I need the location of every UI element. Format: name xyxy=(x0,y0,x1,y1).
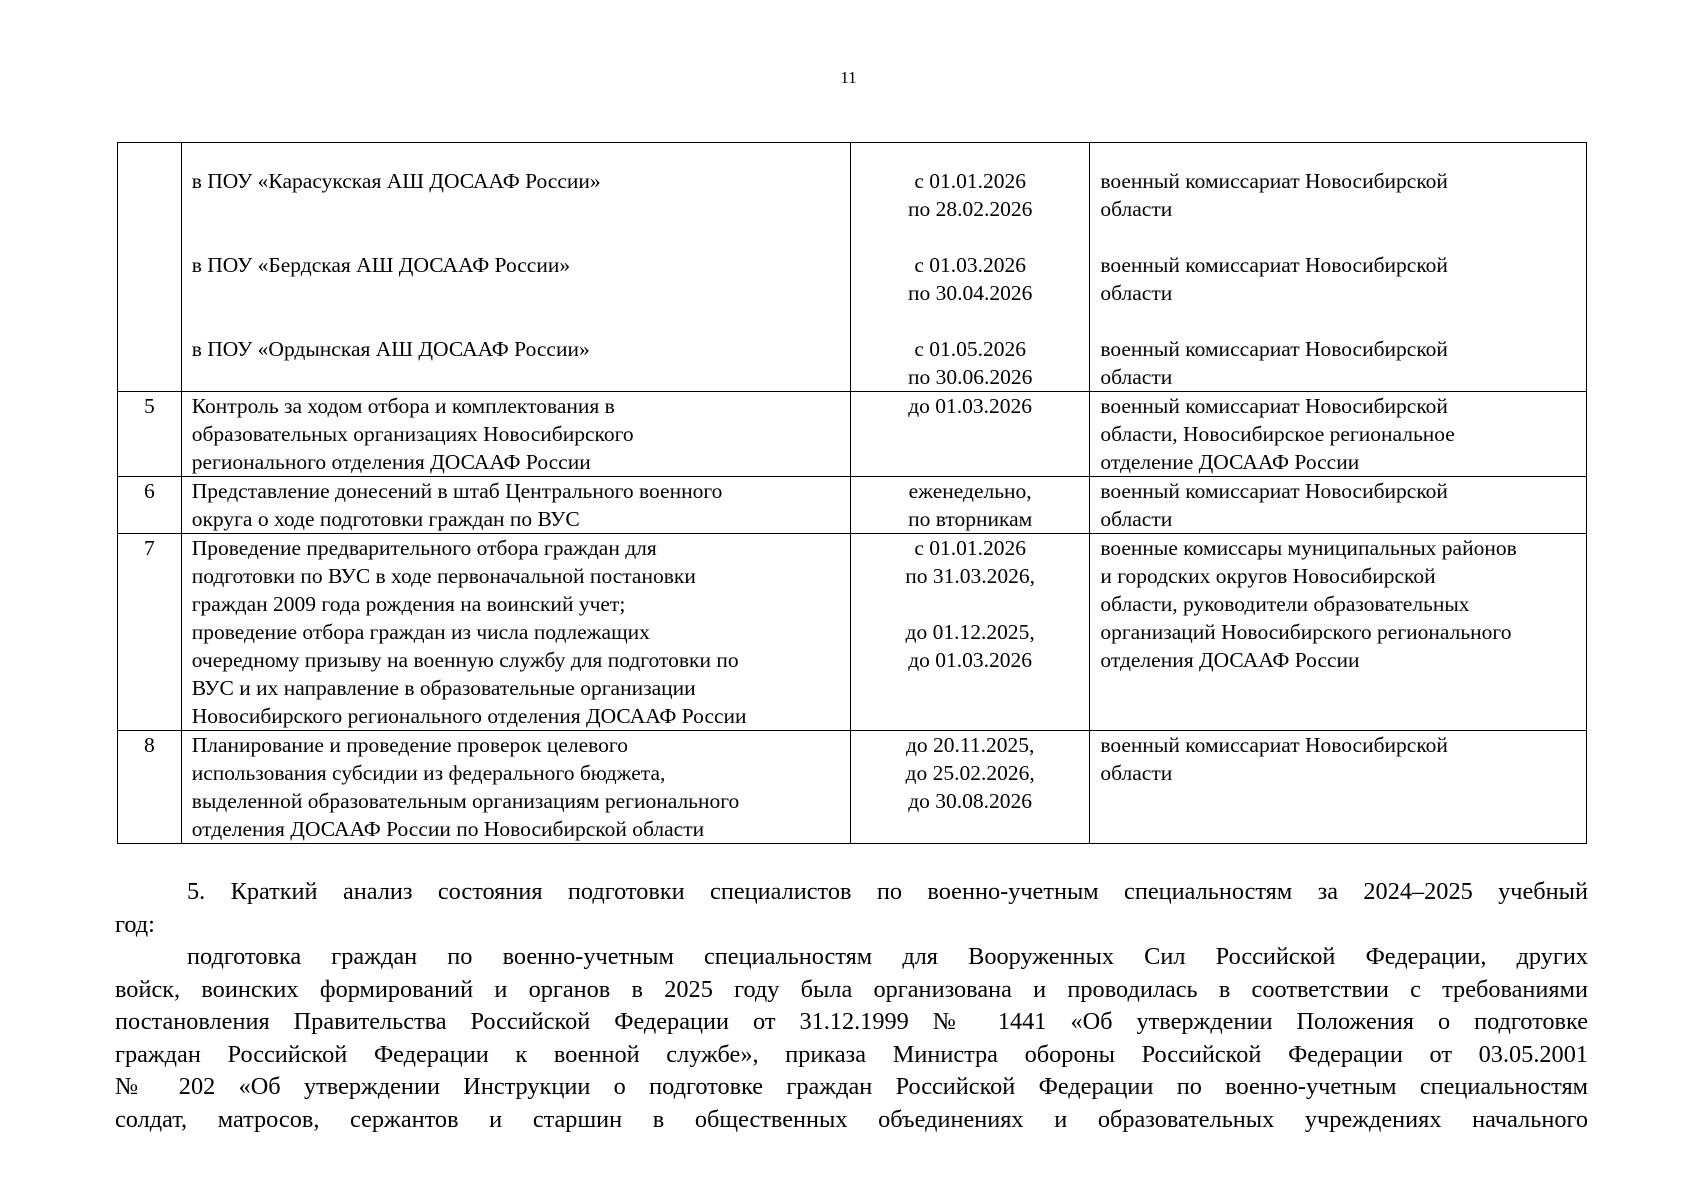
activity-cell-line xyxy=(192,307,840,335)
table-row xyxy=(118,392,1587,477)
activity-cell xyxy=(181,392,850,477)
activity-cell-line: ВУС и их направление в образовательные организации xyxy=(191,676,696,700)
activity-cell-line: очередному призыву на военную службу для подготовки по xyxy=(191,648,739,672)
responsible-cell-line: военный комиссариат Новосибирской xyxy=(1100,733,1448,757)
row-number xyxy=(118,392,182,477)
responsible-cell xyxy=(1090,534,1587,731)
responsible-cell-line: области, Новосибирское региональное xyxy=(1100,422,1455,446)
responsible-cell-line: военный комиссариат Новосибирской xyxy=(1100,169,1448,193)
table-row xyxy=(118,477,1587,534)
table-row xyxy=(118,534,1587,731)
responsible-cell xyxy=(1090,477,1587,534)
activity-cell-line: граждан 2009 года рождения на воинский учет; xyxy=(191,592,626,616)
term-cell-line: по вторникам xyxy=(908,507,1033,531)
row-number-text: 7 xyxy=(143,536,155,560)
activity-cell xyxy=(181,534,850,731)
term-cell-line: до 20.11.2025, xyxy=(905,733,1035,757)
term-cell-line: по 30.04.2026 xyxy=(907,281,1033,305)
activity-cell xyxy=(181,477,850,534)
responsible-cell-line: военный комиссариат Новосибирской xyxy=(1100,253,1448,277)
heading-line: 5. Краткий анализ состояния подготовки специалистов по военно-учетным специальностям за 2024–2025 учебный xyxy=(187,878,1588,905)
responsible-cell-line: и городских округов Новосибирской xyxy=(1100,564,1436,588)
activity-cell-line xyxy=(192,195,840,223)
term-cell xyxy=(850,392,1089,477)
activity-cell-line: Представление донесений в штаб Центрального военного xyxy=(191,479,723,503)
responsible-cell xyxy=(1090,731,1587,844)
activity-cell xyxy=(181,731,850,844)
table-row xyxy=(118,143,1587,392)
activity-cell-line: Планирование и проведение проверок целевого xyxy=(191,733,628,757)
responsible-cell-line: военный комиссариат Новосибирской xyxy=(1100,394,1448,418)
term-cell-line: до 01.03.2026 xyxy=(908,648,1033,672)
row-number-text: 8 xyxy=(143,733,155,757)
responsible-cell-line xyxy=(1100,223,1576,251)
term-cell-line: до 01.03.2026 xyxy=(908,394,1033,418)
activity-cell-line xyxy=(192,223,840,251)
responsible-cell-line: военный комиссариат Новосибирской xyxy=(1100,479,1448,503)
term-cell xyxy=(850,534,1089,731)
term-cell xyxy=(850,143,1089,392)
term-cell xyxy=(850,477,1089,534)
row-number xyxy=(118,477,182,534)
responsible-cell xyxy=(1090,392,1587,477)
activity-cell-line: Контроль за ходом отбора и комплектования в xyxy=(191,394,615,418)
activity-cell-line: в ПОУ «Бердская АШ ДОСААФ России» xyxy=(191,253,571,277)
paragraph-line: войск, воинских формирований и органов в 2025 году была организована и проводилась в соответствии с требованиями xyxy=(115,975,1588,1003)
paragraph-line: № 202 «Об утверждении Инструкции о подготовке граждан Российской Федерации по военно-учетным специальностям xyxy=(115,1073,1588,1100)
term-cell-line xyxy=(861,307,1079,335)
responsible-cell-line: отделение ДОСААФ России xyxy=(1100,450,1360,474)
responsible-cell-line: военный комиссариат Новосибирской xyxy=(1100,337,1448,361)
row-number-text xyxy=(128,167,171,195)
responsible-cell-line: области xyxy=(1100,507,1173,531)
responsible-cell-line: области, руководители образовательных xyxy=(1100,592,1470,616)
term-cell-line: с 01.05.2026 xyxy=(914,337,1026,361)
term-cell-line: с 01.03.2026 xyxy=(914,253,1026,277)
paragraph-line: постановления Правительства Российской Федерации от 31.12.1999 № 1441 «Об утверждении Положения о подготовке xyxy=(115,1008,1588,1035)
term-cell xyxy=(850,731,1089,844)
term-cell-line: по 30.06.2026 xyxy=(907,365,1033,389)
row-number xyxy=(118,731,182,844)
responsible-cell-line: области xyxy=(1100,365,1173,389)
activity-cell-line xyxy=(192,279,840,307)
term-cell-line xyxy=(861,590,1079,618)
row-number xyxy=(118,143,182,392)
paragraph-line: подготовка граждан по военно-учетным специальностям для Вооруженных Сил Российской Федерации, других xyxy=(187,943,1588,970)
activity-cell-line: отделения ДОСААФ России по Новосибирской области xyxy=(191,817,705,841)
paragraph-line: граждан Российской Федерации к военной службе», приказа Министра обороны Российской Федерации от 03.05.2001 xyxy=(115,1040,1588,1068)
term-cell-line: до 25.02.2026, xyxy=(905,761,1035,785)
responsible-cell-line: организаций Новосибирского регионального xyxy=(1100,620,1512,644)
term-cell-line: по 28.02.2026 xyxy=(907,197,1033,221)
page-number: 11 xyxy=(840,68,857,87)
activity-cell-line: округа о ходе подготовки граждан по ВУС xyxy=(191,507,580,531)
heading-line: год: xyxy=(115,910,155,938)
activity-cell-line: регионального отделения ДОСААФ России xyxy=(191,450,591,474)
activity-cell-line: Новосибирского регионального отделения ДОСААФ России xyxy=(191,704,747,728)
responsible-cell-line: области xyxy=(1100,197,1173,221)
activity-cell-line: использования субсидии из федерального бюджета, xyxy=(191,761,666,785)
responsible-cell-line: области xyxy=(1100,761,1173,785)
section-text xyxy=(115,876,1588,1136)
activity-cell-line: образовательных организациях Новосибирского xyxy=(191,422,634,446)
term-cell-line xyxy=(861,223,1079,251)
row-number-text: 6 xyxy=(143,479,155,503)
term-cell-line: еженедельно, xyxy=(908,479,1032,503)
row-number-text: 5 xyxy=(143,394,155,418)
term-cell-line: с 01.01.2026 xyxy=(914,169,1026,193)
plan-table xyxy=(117,142,1587,844)
table-row xyxy=(118,731,1587,844)
activity-cell xyxy=(181,143,850,392)
term-cell-line: до 01.12.2025, xyxy=(905,620,1035,644)
responsible-cell-line: отделения ДОСААФ России xyxy=(1100,648,1360,672)
responsible-cell xyxy=(1090,143,1587,392)
row-number xyxy=(118,534,182,731)
responsible-cell-line: области xyxy=(1100,281,1173,305)
term-cell-line: с 01.01.2026 xyxy=(914,536,1026,560)
responsible-cell-line: военные комиссары муниципальных районов xyxy=(1100,536,1517,560)
activity-cell-line: проведение отбора граждан из числа подлежащих xyxy=(191,620,650,644)
responsible-cell-line xyxy=(1100,307,1576,335)
activity-cell-line: Проведение предварительного отбора граждан для xyxy=(191,536,657,560)
activity-cell-line: в ПОУ «Ордынская АШ ДОСААФ России» xyxy=(191,337,590,361)
paragraph-line: солдат, матросов, сержантов и старшин в общественных объединениях и образовательных учреждениях начального xyxy=(115,1105,1588,1133)
term-cell-line: до 30.08.2026 xyxy=(908,789,1033,813)
activity-cell-line: подготовки по ВУС в ходе первоначальной постановки xyxy=(191,564,696,588)
term-cell-line: по 31.03.2026, xyxy=(905,564,1036,588)
activity-cell-line: выделенной образовательным организациям регионального xyxy=(191,789,740,813)
activity-cell-line: в ПОУ «Карасукская АШ ДОСААФ России» xyxy=(191,169,601,193)
